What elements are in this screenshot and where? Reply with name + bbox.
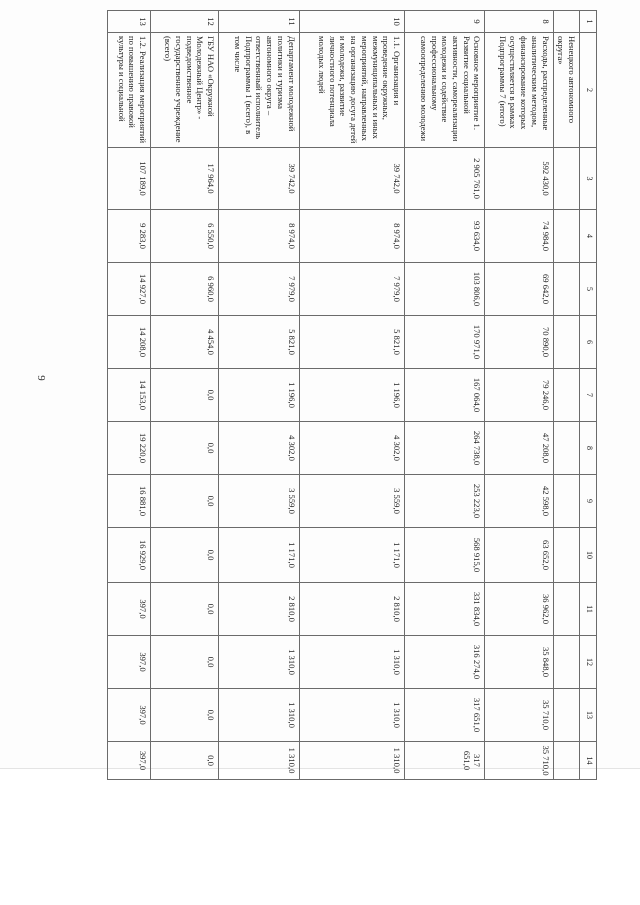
continuation-row — [553, 11, 579, 780]
value-cell: 397,0 — [108, 742, 151, 780]
value-cell: 7 979,0 — [219, 263, 299, 316]
header-cell: 9 — [580, 475, 597, 528]
value-cell: 5 821,0 — [299, 316, 404, 369]
value-cell: 2 810,0 — [219, 583, 299, 636]
value-cell: 0,0 — [151, 636, 219, 689]
header-cell: 12 — [580, 636, 597, 689]
value-cell: 39 742,0 — [219, 148, 299, 210]
value-cell: 74 984,0 — [485, 210, 553, 263]
value-cell: 592 430,0 — [485, 148, 553, 210]
header-cell: 10 — [580, 528, 597, 583]
value-cell: 1 171,0 — [219, 528, 299, 583]
value-cell: 0,0 — [151, 528, 219, 583]
value-cell: 0,0 — [151, 422, 219, 475]
value-cell: 3 559,0 — [219, 475, 299, 528]
value-cell: 1 310,0 — [299, 689, 404, 742]
value-cell: 1 196,0 — [219, 369, 299, 422]
value-cell: 8 974,0 — [299, 210, 404, 263]
value-cell: 42 598,0 — [485, 475, 553, 528]
value-cell: 170 971,0 — [405, 316, 485, 369]
description-cell: Департамент молодежной политики и туризма автономного округа – ответственный исполнитель Подпрограммы 1 (всего), в том числе — [219, 33, 299, 148]
value-cell: 4 454,0 — [151, 316, 219, 369]
value-cell: 35 710,0 — [485, 689, 553, 742]
value-cell: 0,0 — [151, 583, 219, 636]
value-cell: 2 810,0 — [299, 583, 404, 636]
value-cell: 14 927,0 — [108, 263, 151, 316]
value-cell: 39 742,0 — [299, 148, 404, 210]
row-number-cell: 10 — [299, 11, 404, 33]
value-cell: 93 634,0 — [405, 210, 485, 263]
value-cell: 70 890,0 — [485, 316, 553, 369]
description-cell: 1.2. Реализация мероприятий по повышению правовой культуры и социальной — [108, 33, 151, 148]
value-cell: 14 153,0 — [108, 369, 151, 422]
row-number-cell: 13 — [108, 11, 151, 33]
value-cell: 6 550,0 — [151, 210, 219, 263]
row-number-cell: 11 — [219, 11, 299, 33]
value-cell: 331 834,0 — [405, 583, 485, 636]
description-cell: ГБУ НАО «Окружной Молодежный Центр» - подведомственное государственное учреждение (всего) — [151, 33, 219, 148]
header-cell: 2 — [580, 33, 597, 148]
value-cell: 9 283,0 — [108, 210, 151, 263]
value-cell: 264 738,0 — [405, 422, 485, 475]
header-cell: 11 — [580, 583, 597, 636]
value-cell: 317 651,0 — [405, 742, 485, 780]
value-cell: 6 960,0 — [151, 263, 219, 316]
value-cell: 4 302,0 — [219, 422, 299, 475]
value-cell: 0,0 — [151, 369, 219, 422]
header-cell: 7 — [580, 369, 597, 422]
header-cell: 13 — [580, 689, 597, 742]
value-cell: 0,0 — [151, 689, 219, 742]
value-cell: 1 171,0 — [299, 528, 404, 583]
value-cell: 167 064,0 — [405, 369, 485, 422]
value-cell: 0,0 — [151, 475, 219, 528]
value-cell: 47 208,0 — [485, 422, 553, 475]
header-cell: 6 — [580, 316, 597, 369]
value-cell: 1 310,0 — [299, 636, 404, 689]
value-cell: 397,0 — [108, 583, 151, 636]
rotated-table-container — [107, 10, 597, 776]
page-number: 9 — [34, 375, 47, 381]
value-cell: 7 979,0 — [299, 263, 404, 316]
value-cell: 1 196,0 — [299, 369, 404, 422]
table-row — [219, 11, 299, 780]
value-cell: 3 559,0 — [299, 475, 404, 528]
value-cell: 19 220,0 — [108, 422, 151, 475]
header-cell: 5 — [580, 263, 597, 316]
header-cell: 14 — [580, 742, 597, 780]
value-cell: 317 651,0 — [405, 689, 485, 742]
budget-table — [107, 10, 597, 780]
description-cell: Основное мероприятие 1. Развитие социальной активности, самореализации молодежи и содействие профессиональному самоопределению молодежи — [405, 33, 485, 148]
value-cell: 35 848,0 — [485, 636, 553, 689]
header-row — [580, 11, 597, 780]
table-row — [299, 11, 404, 780]
row-number-cell: 12 — [151, 11, 219, 33]
value-cell: 35 710,0 — [485, 742, 553, 780]
value-cell: 1 310,0 — [299, 742, 404, 780]
value-cell: 1 310,0 — [219, 742, 299, 780]
value-cell: 63 652,0 — [485, 528, 553, 583]
value-cell: 107 189,0 — [108, 148, 151, 210]
value-cell: 2 905 761,0 — [405, 148, 485, 210]
description-cell: 1.1. Организация и проведение окружных, межмуниципальных и иных мероприятий, направленных на организацию досуга детей и молодежи, развитие личностного потенциала молодых людей — [299, 33, 404, 148]
value-cell: 79 246,0 — [485, 369, 553, 422]
value-cell: 5 821,0 — [219, 316, 299, 369]
header-cell: 8 — [580, 422, 597, 475]
value-cell: 4 302,0 — [299, 422, 404, 475]
value-cell: 397,0 — [108, 636, 151, 689]
value-cell: 253 223,0 — [405, 475, 485, 528]
header-cell: 4 — [580, 210, 597, 263]
row-number-cell: 8 — [485, 11, 553, 33]
value-cell: 36 962,0 — [485, 583, 553, 636]
table-row — [108, 11, 151, 780]
table-row — [405, 11, 485, 780]
header-cell: 3 — [580, 148, 597, 210]
value-cell: 0,0 — [151, 742, 219, 780]
value-cell: 8 974,0 — [219, 210, 299, 263]
table-cell — [553, 11, 579, 33]
value-cell: 16 881,0 — [108, 475, 151, 528]
value-cell: 316 274,0 — [405, 636, 485, 689]
row-number-cell: 9 — [405, 11, 485, 33]
continuation-cell: Ненецкого автономного округа» — [553, 33, 579, 148]
value-cell: 103 806,0 — [405, 263, 485, 316]
value-cell: 14 208,0 — [108, 316, 151, 369]
table-row — [485, 11, 553, 780]
value-cell: 1 310,0 — [219, 636, 299, 689]
header-cell: 1 — [580, 11, 597, 33]
value-cell: 17 964,0 — [151, 148, 219, 210]
table-row — [151, 11, 219, 780]
value-cell: 397,0 — [108, 689, 151, 742]
value-cell: 16 929,0 — [108, 528, 151, 583]
description-cell: Расходы, распределенные аналитическим методом, финансирование которых осуществляется в рамках Подпрограммы 7 (итого) — [485, 33, 553, 148]
value-cell: 1 310,0 — [219, 689, 299, 742]
value-cell: 568 915,0 — [405, 528, 485, 583]
value-cell: 69 642,0 — [485, 263, 553, 316]
